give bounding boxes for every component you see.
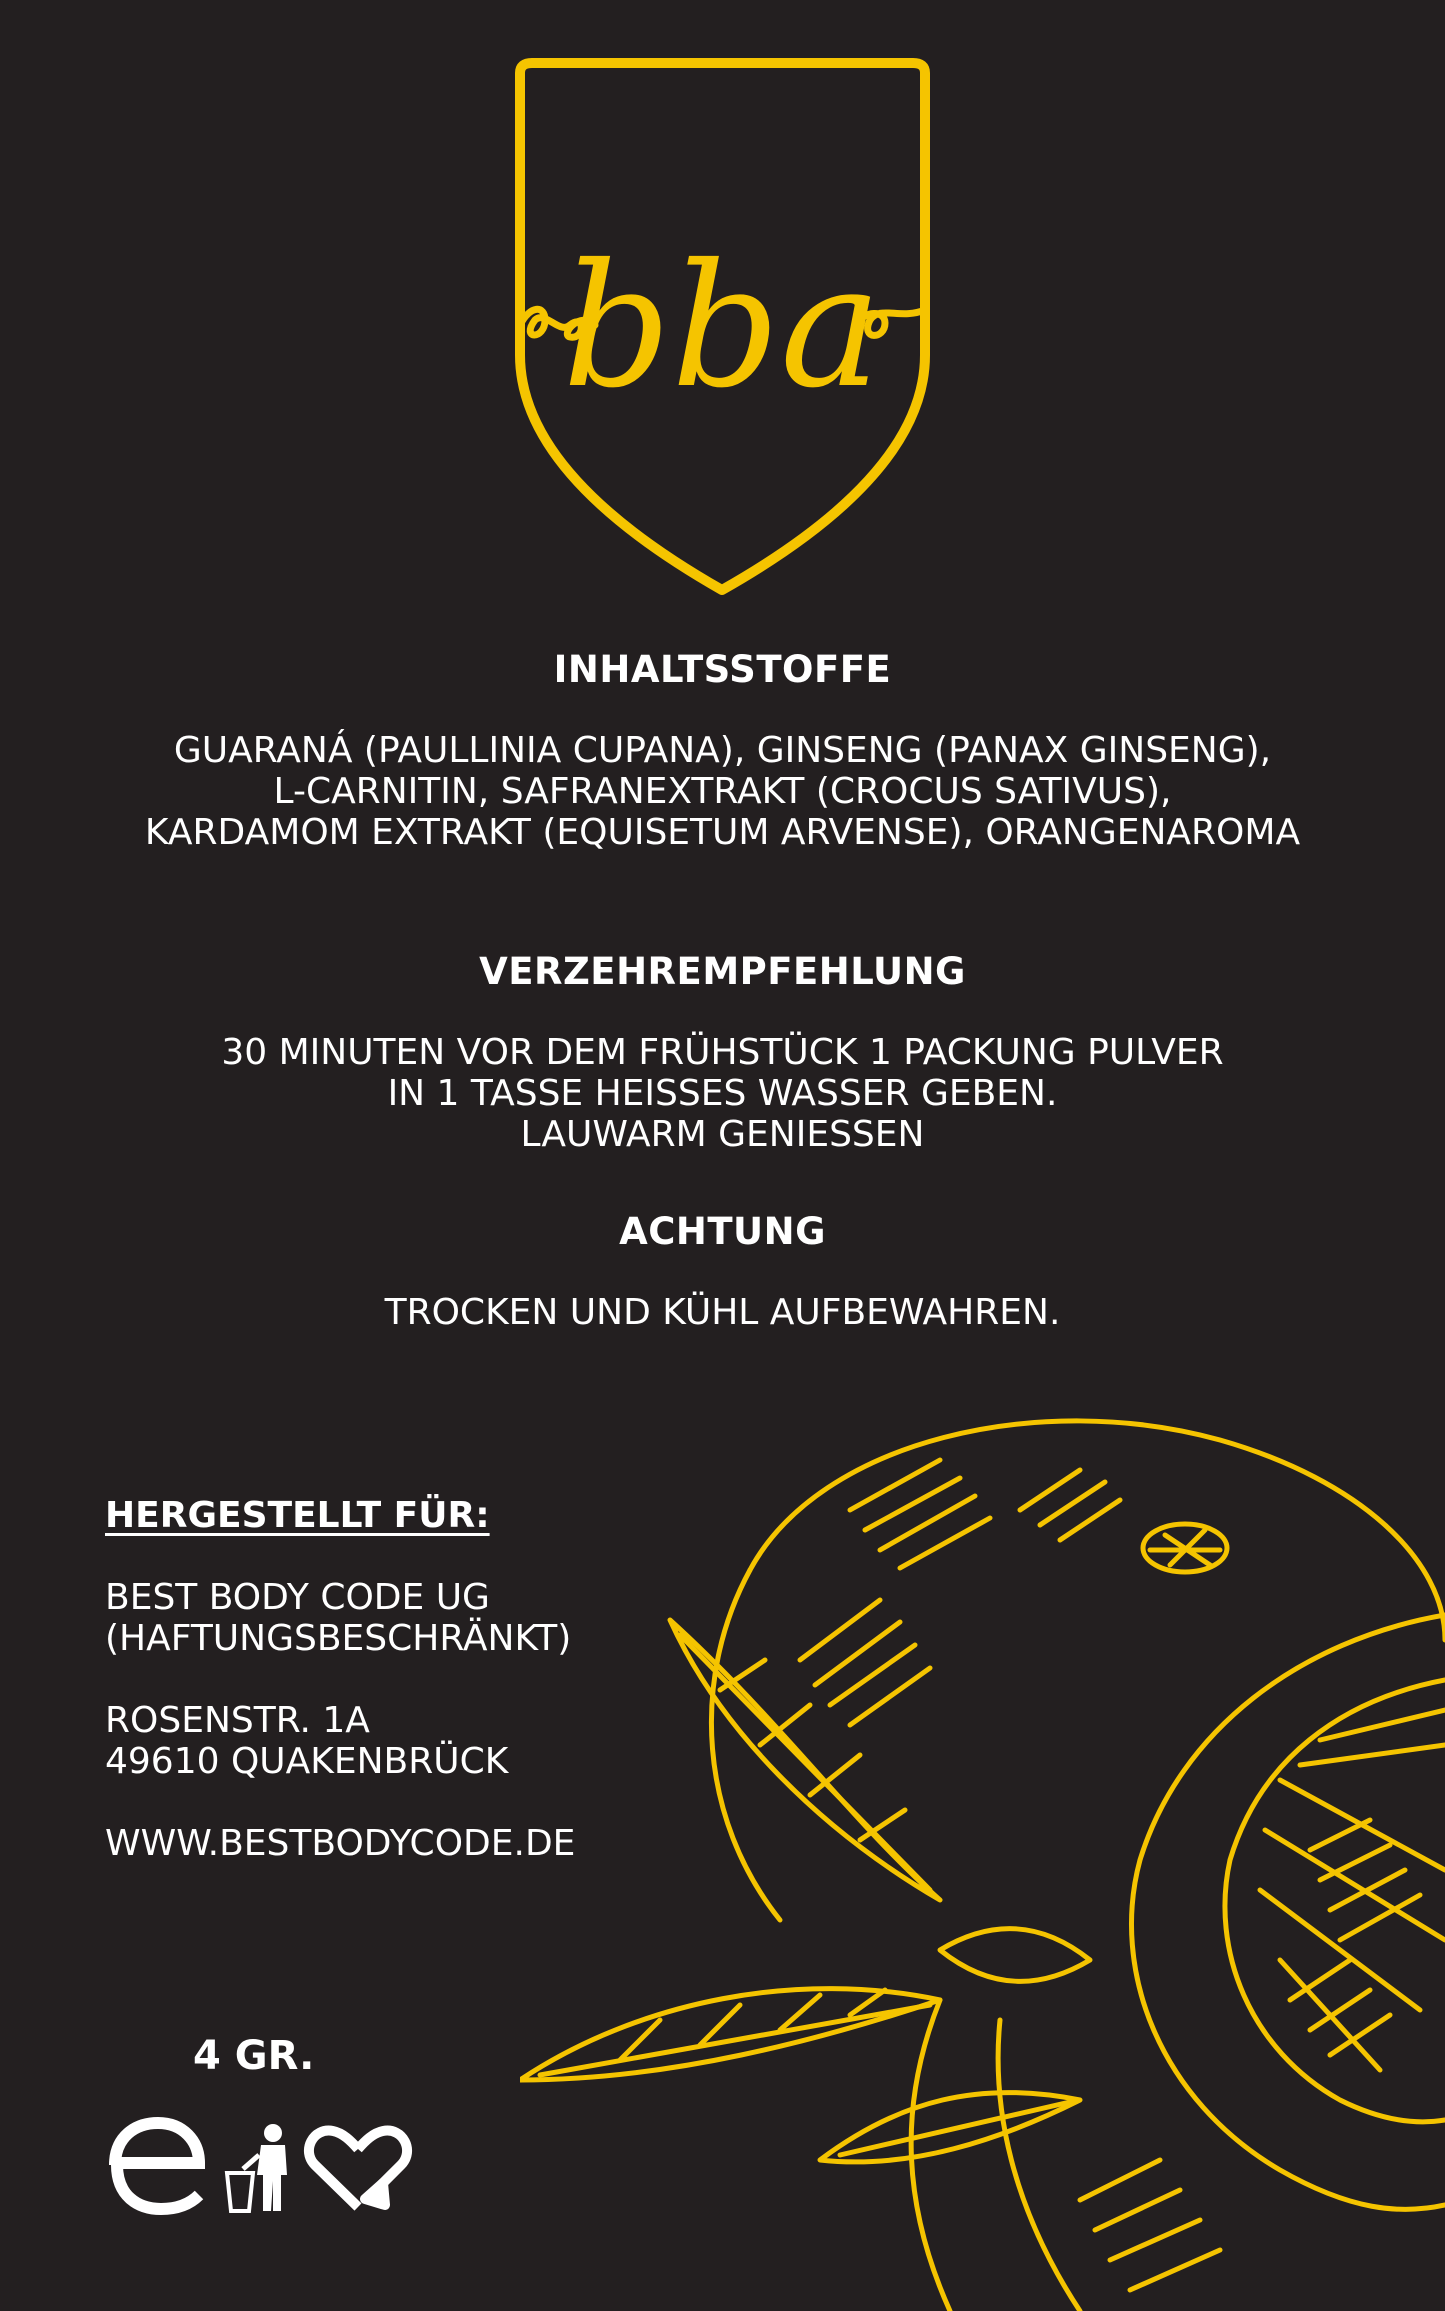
net-weight: 4 GR. [193,2033,315,2079]
manufacturer-heading: HERGESTELLT FÜR: [105,1495,490,1536]
ingredients-heading: INHALTSSTOFFE [553,648,892,691]
address-line: 49610 QUAKENBRÜCK [105,1741,509,1782]
recommendation-line: IN 1 TASSE HEISSES WASSER GEBEN. [387,1073,1058,1114]
ingredients-text [0,730,1445,853]
orange-illustration [520,1400,1445,2311]
recommendation-line: 30 MINUTEN VOR DEM FRÜHSTÜCK 1 PACKUNG PULVER [221,1032,1224,1073]
recycle-heart-icon [309,2131,407,2207]
ingredients-line: L-CARNITIN, SAFRANEXTRAKT (CROCUS SATIVUS), [273,771,1172,812]
website-link[interactable]: WWW.BESTBODYCODE.DE [105,1823,576,1864]
estimated-sign-icon [115,2123,199,2209]
logo-monogram: bba [562,228,882,426]
address-line: ROSENSTR. 1A [105,1700,370,1741]
bba-logo [500,55,945,600]
company-line: (HAFTUNGSBESCHRÄNKT) [105,1618,572,1659]
recommendation-text [0,1032,1445,1155]
company-line: BEST BODY CODE UG [105,1577,490,1618]
recommendation-line: LAUWARM GENIESSEN [520,1114,925,1155]
manufacturer-block [105,1495,575,1864]
recommendation-heading: VERZEHREMPFEHLUNG [479,950,966,993]
warning-heading: ACHTUNG [619,1210,826,1253]
tidyman-disposal-icon [227,2124,287,2211]
ingredients-line: GUARANÁ (PAULLINIA CUPANA), GINSENG (PANAX GINSENG), [173,730,1272,771]
ingredients-line: KARDAMOM EXTRAKT (EQUISETUM ARVENSE), ORANGENAROMA [144,812,1301,853]
warning-text: TROCKEN UND KÜHL AUFBEWAHREN. [384,1292,1061,1333]
packaging-symbols [103,2115,423,2215]
